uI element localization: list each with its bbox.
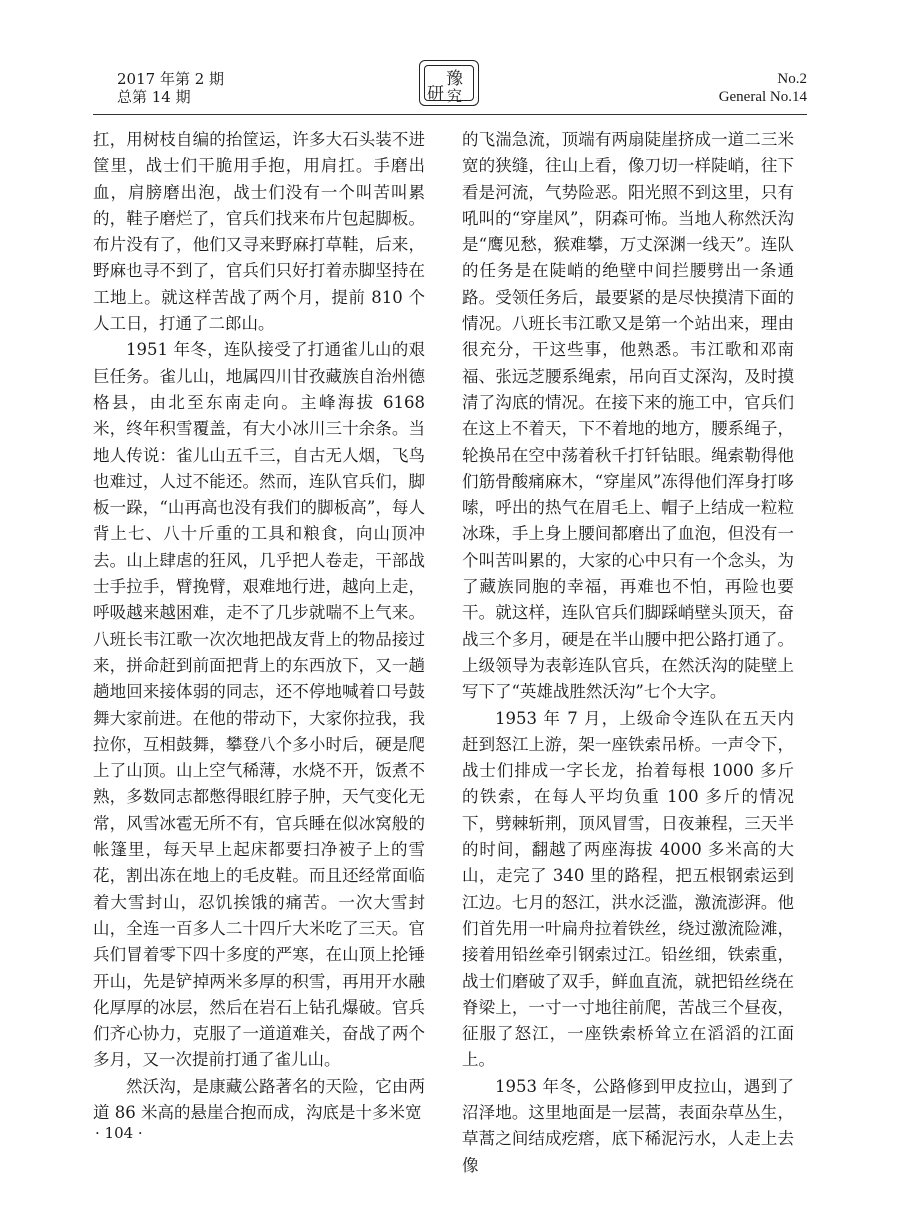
svg-text:究: 究	[447, 87, 463, 105]
paragraph: 1953 年 7 月，上级命令连队在五天内赶到怒江上游，架一座铁索吊桥。一声令下，战士们排成一字长龙，抬着每根 1000 多斤的铁索，在每人平均负重 100 多斤的情况下，劈棘斩荆，顶风冒雪，日夜兼程，三天半的时间，翻越了两座海拔 4000 多米高的大山，走完了 340 里的路程，把五根钢索运到江边。七月的怒江，洪水泛滥，激流澎湃。他们首先用一叶扁舟拉着铁丝，绕过激流险滩，接着用铅丝牵引钢索过江。铅丝细，铁索重，战士们磨破了双手，鲜血直流，就把铅丝绕在脊梁上，一寸一寸地往前爬，苦战三个昼夜，征服了怒江，一座铁索桥耸立在滔滔的江面上。	[462, 708, 794, 1070]
journal-logo	[419, 60, 479, 106]
svg-text:研: 研	[427, 84, 444, 104]
paragraph: 然沃沟，是康藏公路著名的天险，它由两道 86 米高的悬崖合抱而成，沟底是十多米宽	[93, 1076, 425, 1122]
paragraph: 扛，用树枝自编的抬筐运，许多大石头装不进筐里，战士们干脆用手抱，用肩扛。手磨出血，肩膀磨出泡，战士们没有一个叫苦叫累的，鞋子磨烂了，官兵们找来布片包起脚板。布片没有了，他们又寻来野麻打草鞋，后来，野麻也寻不到了，官兵们只好打着赤脚坚持在工地上。就这样苦战了两个月，提前 810 个人工日，打通了二郎山。	[93, 130, 425, 334]
page-number: · 104 ·	[95, 1124, 143, 1142]
header-rule	[93, 114, 807, 115]
issue-general-no: General No.14	[718, 89, 807, 105]
issue-total: 总第 14 期	[117, 88, 191, 106]
issue-year: 2017 年第 2 期	[117, 70, 225, 88]
issue-number-en	[719, 70, 807, 106]
page-header	[93, 62, 807, 112]
journal-logo-glyphs	[420, 61, 478, 105]
issue-info	[117, 70, 224, 106]
left-column	[93, 127, 425, 1126]
paragraph: 1951 年冬，连队接受了打通雀儿山的艰巨任务。雀儿山，地属四川甘孜藏族自治州德格县，由北至东南走向。主峰海拔 6168 米，终年积雪覆盖，有大小冰川三十余条。当地人传说：雀儿山五千三，自古无人烟，飞鸟也难过，人过不能还。然而，连队官兵们，脚板一跺，“山再高也没有我们的脚板高”，每人背上七、八十斤重的工具和粮食，向山顶冲去。山上肆虐的狂风，几乎把人卷走，干部战士手拉手，臂挽臂，艰难地行进，越向上走，呼吸越来越困难，走不了几步就喘不上气来。八班长韦江歌一次次地把战友背上的物品接过来，拼命赶到前面把背上的东西放下，又一趟趟地回来接体弱的同志，还不停地喊着口号鼓舞大家前进。在他的带动下，大家你拉我，我拉你，互相鼓舞，攀登八个多小时后，硬是爬上了山顶。山上空气稀薄，水烧不开，饭煮不熟，多数同志都憋得眼红脖子肿，天气变化无常，风雪冰雹无所不有，官兵睡在似冰窝般的帐篷里，每天早上起床都要扫净被子上的雪花，割出冻在地上的毛皮鞋。而且还经常面临着大雪封山，忍饥挨饿的痛苦。一次大雪封山，全连一百多人二十四斤大米吃了三天。官兵们冒着零下四十多度的严寒，在山顶上抡锤开山，先是铲掉两米多厚的积雪，再用开水融化厚厚的冰层，然后在岩石上钻孔爆破。官兵们齐心协力，克服了一道道难关，奋战了两个多月，又一次提前打通了雀儿山。	[93, 340, 425, 1070]
svg-text:豫: 豫	[446, 69, 463, 89]
paragraph: 的飞湍急流，顶端有两扇陡崖挤成一道二三米宽的狭缝，往山上看，像刀切一样陡峭，往下看是河流，气势险恶。阳光照不到这里，只有吼叫的“穿崖风”，阴森可怖。当地人称然沃沟是“鹰见愁，猴难攀，万丈深渊一线天”。连队的任务是在陡峭的绝壁中间拦腰劈出一条通路。受领任务后，最要紧的是尽快摸清下面的情况。八班长韦江歌又是第一个站出来，理由很充分，干这些事，他熟悉。韦江歌和邓南福、张远芝腰系绳索，吊向百丈深沟，及时摸清了沟底的情况。在接下来的施工中，官兵们在这上不着天，下不着地的地方，腰系绳子，轮换吊在空中荡着秋千打钎钻眼。绳索勒得他们筋骨酸痛麻木，“穿崖风”冻得他们浑身打哆嗦，呼出的热气在眉毛上、帽子上结成一粒粒冰珠，手上身上腰间都磨出了血泡，但没有一个叫苦叫累的，大家的心中只有一个念头，为了藏族同胞的幸福，再难也不怕，再险也要干。就这样，连队官兵们脚踩峭壁头顶天，奋战三个多月，硬是在半山腰中把公路打通了。上级领导为表彰连队官兵，在然沃沟的陡壁上写下了“英雄战胜然沃沟”七个大字。	[462, 130, 794, 702]
right-column	[462, 127, 794, 1179]
paragraph: 1953 年冬，公路修到甲皮拉山，遇到了沼泽地。这里地面是一层蒿，表面杂草丛生，草蒿之间结成疙瘩，底下稀泥污水，人走上去像	[462, 1076, 794, 1175]
issue-no: No.2	[777, 71, 807, 87]
